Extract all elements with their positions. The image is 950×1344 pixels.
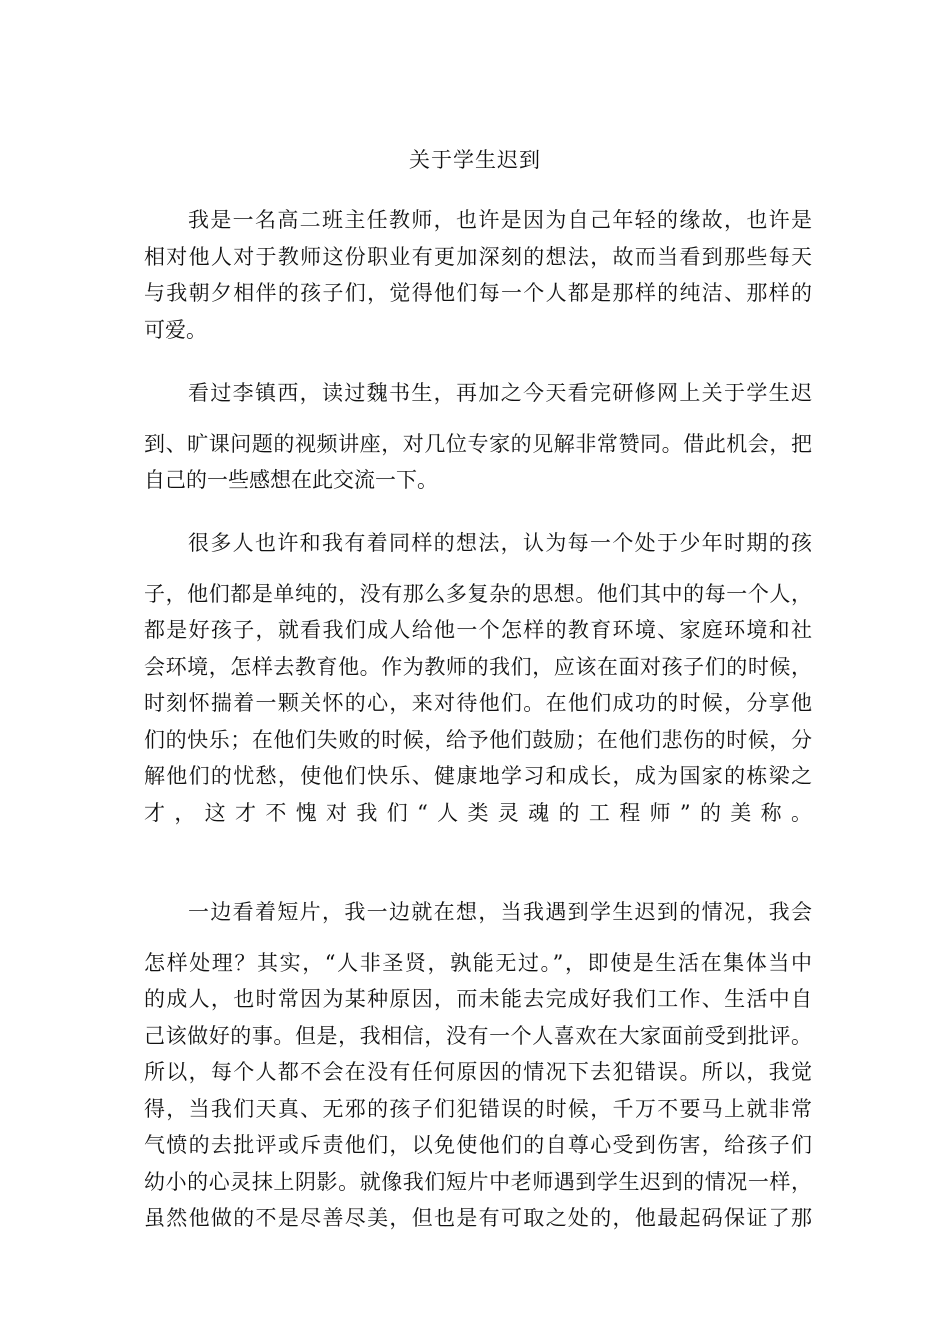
text-line: 一边看着短片，我一边就在想，当我遇到学生迟到的情况，我会 xyxy=(188,900,812,924)
text-line: 气愤的去批评或斥责他们，以免使他们的自尊心受到伤害，给孩子们 xyxy=(144,1133,812,1157)
text-line: 所以，每个人都不会在没有任何原因的情况下去犯错误。所以，我觉 xyxy=(144,1060,812,1084)
text-line: 可爱。 xyxy=(144,318,207,342)
text-line: 时刻怀揣着一颗关怀的心，来对待他们。在他们成功的时候，分享他 xyxy=(144,691,812,715)
text-line: 都是好孩子，就看我们成人给他一个怎样的教育环境、家庭环境和社 xyxy=(144,618,812,642)
text-line: 得，当我们天真、无邪的孩子们犯错误的时候，千万不要马上就非常 xyxy=(144,1097,812,1121)
text-line: 怎样处理？其实，“人非圣贤，孰能无过。”，即使是生活在集体当中 xyxy=(144,951,812,975)
text-line: 到、旷课问题的视频讲座，对几位专家的见解非常赞同。借此机会，把 xyxy=(144,432,812,456)
text-line: 己该做好的事。但是，我相信，没有一个人喜欢在大家面前受到批评。 xyxy=(144,1024,812,1048)
text-line: 才，这才不愧对我们“人类灵魂的工程师”的美称。 xyxy=(144,801,812,825)
text-line: 虽然他做的不是尽善尽美，但也是有可取之处的，他最起码保证了那 xyxy=(144,1206,812,1230)
document-title: 关于学生迟到 xyxy=(409,148,541,172)
text-line: 会环境，怎样去教育他。作为教师的我们，应该在面对孩子们的时候， xyxy=(144,655,812,679)
text-line: 相对他人对于教师这份职业有更加深刻的想法，故而当看到那些每天 xyxy=(144,245,812,269)
text-line: 自己的一些感想在此交流一下。 xyxy=(144,468,438,492)
text-line: 解他们的忧愁，使他们快乐、健康地学习和成长，成为国家的栋梁之 xyxy=(144,764,812,788)
text-line: 与我朝夕相伴的孩子们，觉得他们每一个人都是那样的纯洁、那样的 xyxy=(144,281,812,305)
text-line: 很多人也许和我有着同样的想法，认为每一个处于少年时期的孩 xyxy=(188,531,812,555)
text-line: 子，他们都是单纯的，没有那么多复杂的思想。他们其中的每一个人， xyxy=(144,582,812,606)
text-line: 看过李镇西，读过魏书生，再加之今天看完研修网上关于学生迟 xyxy=(188,381,812,405)
text-line: 我是一名高二班主任教师，也许是因为自己年轻的缘故，也许是 xyxy=(188,208,812,232)
text-line: 幼小的心灵抹上阴影。就像我们短片中老师遇到学生迟到的情况一样， xyxy=(144,1170,812,1194)
text-line: 们的快乐；在他们失败的时候，给予他们鼓励；在他们悲伤的时候，分 xyxy=(144,728,812,752)
text-line: 的成人，也时常因为某种原因，而未能去完成好我们工作、生活中自 xyxy=(144,987,812,1011)
